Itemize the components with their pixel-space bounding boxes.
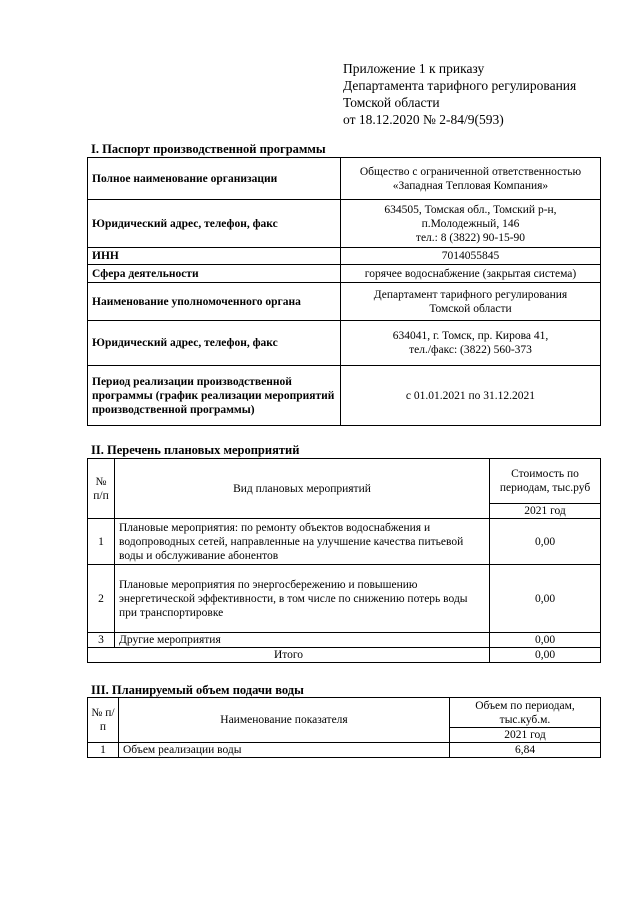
activities-table [87,458,601,663]
passport-value [341,321,601,366]
table-header-row [88,698,601,728]
col-header-year: 2021 год [490,504,601,519]
header-line-1: Приложение 1 к приказу [343,61,485,76]
table-row [88,633,601,648]
passport-value [341,283,601,321]
passport-value [341,200,601,248]
row-number: 1 [88,743,119,758]
row-value: 6,84 [450,743,601,758]
row-name: Плановые мероприятия: по ремонту объектов водоснабжения и водопроводных сетей, направленные на улучшение качества питьевой воды и обслуживание абонентов [115,519,490,565]
passport-table [87,157,601,426]
col-header-volume: Объем по периодам, тыс.куб.м. [450,698,601,728]
table-row [88,519,601,565]
header-line-3: Томской области [343,95,440,110]
value-line: п.Молодежный, 146 [421,217,520,230]
row-value: 0,00 [490,633,601,648]
passport-label: Юридический адрес, телефон, факс [88,200,341,248]
col-header-num: № п/п [88,698,119,743]
passport-label: Наименование уполномоченного органа [88,283,341,321]
col-header-name: Вид плановых мероприятий [115,459,490,519]
passport-value: с 01.01.2021 по 31.12.2021 [341,366,601,426]
value-line: 634505, Томская обл., Томский р-н, [384,203,557,216]
col-header-name: Наименование показателя [119,698,450,743]
row-name: Плановые мероприятия по энергосбережению и повышению энергетической эффективности, в том числе по снижению потерь воды при транспортировке [115,565,490,633]
section-3-title: III. Планируемый объем подачи воды [91,683,304,697]
section-2-title: II. Перечень плановых мероприятий [91,443,300,457]
table-row [88,248,601,265]
table-row [88,200,601,248]
document-header [343,60,576,128]
value-line: Департамент тарифного регулирования [373,288,568,301]
passport-label: ИНН [88,248,341,265]
value-line: 634041, г. Томск, пр. Кирова 41, [392,330,549,342]
volume-table [87,697,601,758]
table-row [88,283,601,321]
row-number: 3 [88,633,115,648]
passport-label: Сфера деятельности [88,265,341,283]
row-number: 2 [88,565,115,633]
total-row [88,648,601,663]
passport-label: Юридический адрес, телефон, факс [88,321,341,366]
row-value: 0,00 [490,519,601,565]
col-header-num: № п/п [88,459,115,519]
table-header-row [88,459,601,504]
header-line-2: Департамента тарифного регулирования [343,78,577,93]
value-line: тел./факс: (3822) 560-373 [409,344,532,356]
header-line-4: от 18.12.2020 № 2-84/9(593) [343,112,504,127]
row-value: 0,00 [490,565,601,633]
passport-label: Полное наименование организации [88,158,341,200]
table-row [88,265,601,283]
col-header-year: 2021 год [450,728,601,743]
table-row [88,565,601,633]
value-line: тел.: 8 (3822) 90-15-90 [415,231,526,244]
table-row [88,321,601,366]
row-name: Другие мероприятия [115,633,490,648]
col-header-cost: Стоимость по периодам, тыс.руб [490,459,601,504]
passport-label: Период реализации производственной программы (график реализации мероприятий производственной программы) [88,366,341,426]
value-line: «Западная Тепловая Компания» [392,179,549,192]
total-label: Итого [88,648,490,663]
row-name: Объем реализации воды [119,743,450,758]
passport-value: горячее водоснабжение (закрытая система) [341,265,601,283]
value-line: Томской области [429,302,512,315]
table-row [88,743,601,758]
table-row [88,366,601,426]
table-row [88,158,601,200]
total-value: 0,00 [490,648,601,663]
section-1-title: I. Паспорт производственной программы [91,142,326,156]
passport-value [341,158,601,200]
value-line: Общество с ограниченной ответственностью [359,165,582,178]
passport-value: 7014055845 [341,248,601,265]
row-number: 1 [88,519,115,565]
